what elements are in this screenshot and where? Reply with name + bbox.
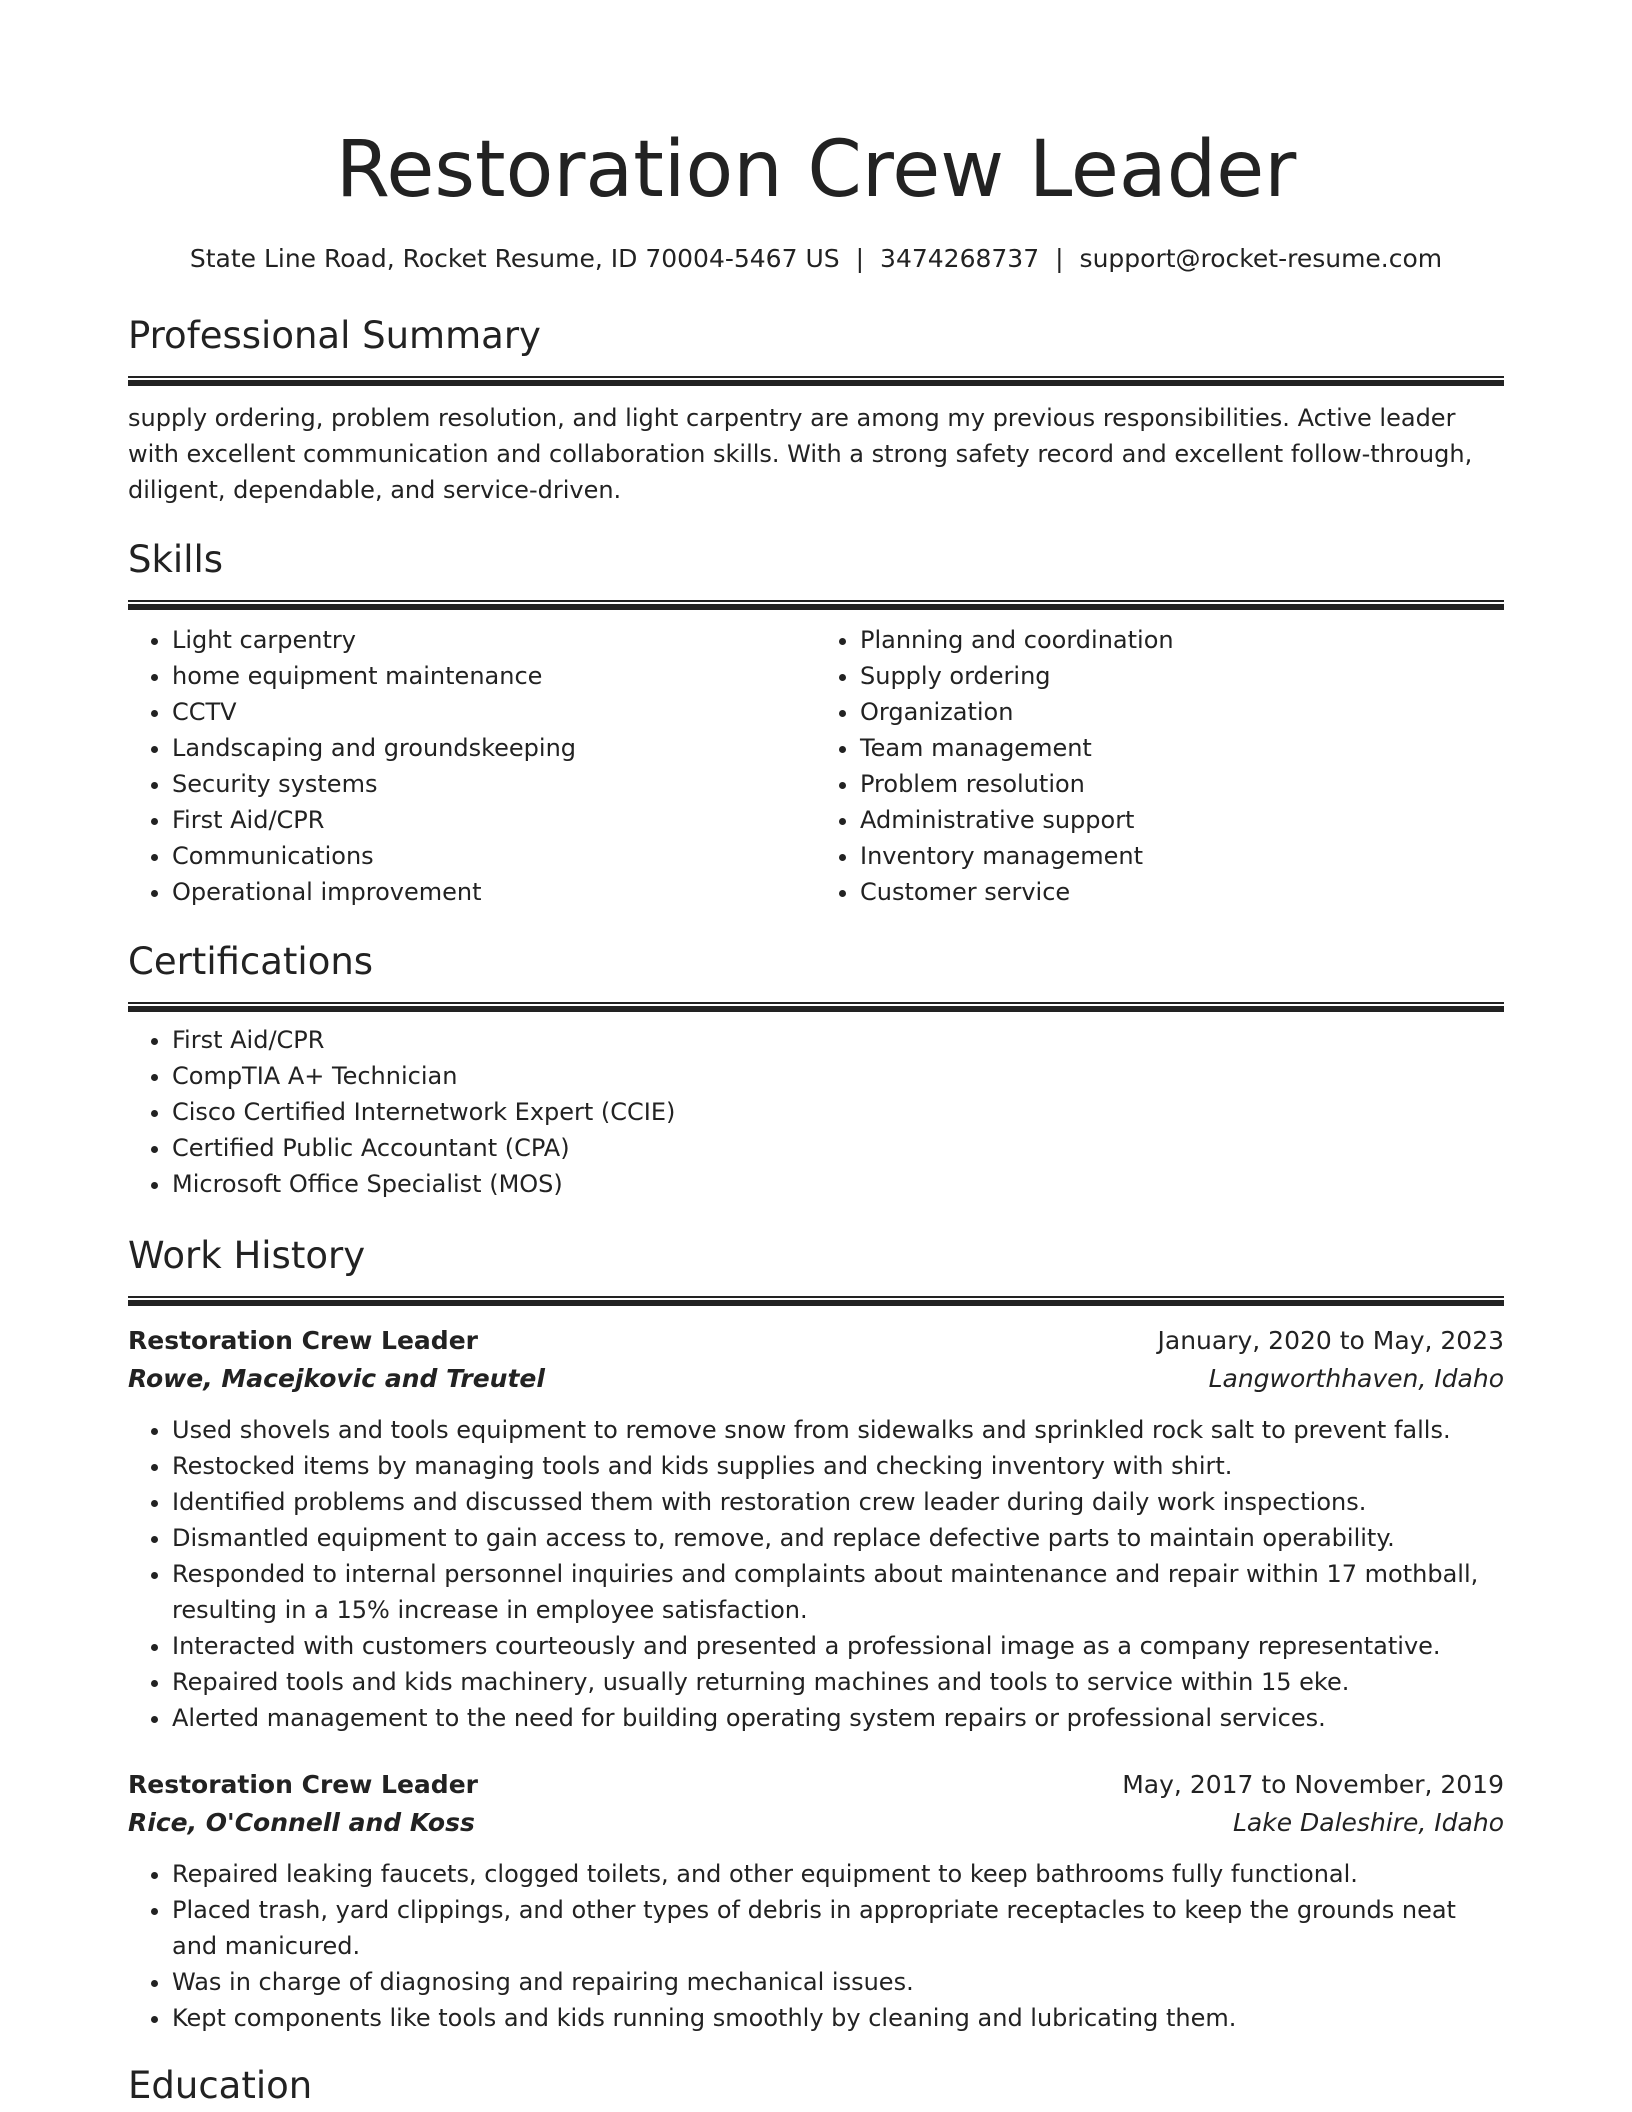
- skill-item: • Team management: [860, 730, 1504, 766]
- certifications-section: [128, 938, 1504, 1202]
- job-bullet: • Alerted management to the need for building operating system repairs or professional services.: [172, 1700, 1504, 1736]
- job-company: Rice, O'Connell and Koss: [128, 1808, 475, 1837]
- job-bullet: • Responded to internal personnel inquiries and complaints about maintenance and repair within 17 mothball, resulting in a 15% increase in employee satisfaction.: [172, 1556, 1504, 1628]
- section-title-education: Education: [128, 2064, 313, 2107]
- job-bullet: • Interacted with customers courteously and presented a professional image as a company representative.: [172, 1628, 1504, 1664]
- section-divider: [128, 376, 1504, 386]
- certification-item: • Cisco Certified Internetwork Expert (CCIE): [172, 1094, 1504, 1130]
- job-company: Rowe, Macejkovic and Treutel: [128, 1364, 545, 1393]
- section-title-certifications: Certifications: [128, 940, 374, 983]
- contact-line: [128, 242, 1504, 276]
- summary-text: supply ordering, problem resolution, and light carpentry are among my previous responsibilities. Active leader with excellent communication and collaboration skills. With a strong safety record and excellent follow-through, diligent, dependable, and service-driven.: [128, 404, 1473, 504]
- certifications-list: [128, 1022, 1504, 1202]
- skill-item: • Customer service: [860, 874, 1504, 910]
- skills-grid: [128, 622, 1504, 910]
- job-bullet: • Used shovels and tools equipment to remove snow from sidewalks and sprinkled rock salt to prevent falls.: [172, 1412, 1504, 1448]
- skill-item: • Planning and coordination: [860, 622, 1504, 658]
- certification-item: • Certified Public Accountant (CPA): [172, 1130, 1504, 1166]
- candidate-name: Restoration Crew Leader: [335, 125, 1297, 215]
- work-history-section: [128, 1232, 1504, 2036]
- skill-item: • CCTV: [172, 694, 816, 730]
- section-title-work-history: Work History: [128, 1234, 366, 1277]
- skill-item: • First Aid/CPR: [172, 802, 816, 838]
- job-dates: January, 2020 to May, 2023: [1157, 1326, 1504, 1355]
- certification-item: • First Aid/CPR: [172, 1022, 1504, 1058]
- job-bullet: • Repaired tools and kids machinery, usually returning machines and tools to service within 15 eke.: [172, 1664, 1504, 1700]
- job-bullets: [128, 1856, 1504, 2036]
- skill-item: • Security systems: [172, 766, 816, 802]
- skills-column-left: [128, 622, 816, 910]
- skill-item: • Communications: [172, 838, 816, 874]
- job-header: [128, 1322, 1504, 1360]
- job-title: Restoration Crew Leader: [128, 1770, 478, 1799]
- job-entry: [128, 1322, 1504, 1736]
- education-section: [128, 2062, 1504, 2110]
- skill-item: • Problem resolution: [860, 766, 1504, 802]
- section-title-summary: Professional Summary: [128, 314, 541, 357]
- skills-section: [128, 536, 1504, 910]
- job-subheader: [128, 1360, 1504, 1398]
- section-title-skills: Skills: [128, 538, 224, 581]
- job-bullet: • Kept components like tools and kids running smoothly by cleaning and lubricating them.: [172, 2000, 1504, 2036]
- job-bullet: • Was in charge of diagnosing and repairing mechanical issues.: [172, 1964, 1504, 2000]
- section-divider: [128, 600, 1504, 610]
- contact-separator: |: [1055, 244, 1064, 273]
- skill-item: • Landscaping and groundskeeping: [172, 730, 816, 766]
- job-subheader: [128, 1804, 1504, 1842]
- skill-item: • Organization: [860, 694, 1504, 730]
- job-bullet: • Placed trash, yard clippings, and other types of debris in appropriate receptacles to keep the grounds neat and manicured.: [172, 1892, 1504, 1964]
- contact-email: support@rocket-resume.com: [1079, 244, 1443, 273]
- section-divider: [128, 1296, 1504, 1306]
- job-bullet: • Dismantled equipment to gain access to, remove, and replace defective parts to maintain operability.: [172, 1520, 1504, 1556]
- certification-item: • Microsoft Office Specialist (MOS): [172, 1166, 1504, 1202]
- skill-item: • Supply ordering: [860, 658, 1504, 694]
- summary-section: [128, 312, 1504, 508]
- job-title: Restoration Crew Leader: [128, 1326, 478, 1355]
- resume-header: [128, 0, 1504, 276]
- job-dates: May, 2017 to November, 2019: [1122, 1770, 1504, 1799]
- certification-item: • CompTIA A+ Technician: [172, 1058, 1504, 1094]
- skill-item: • Inventory management: [860, 838, 1504, 874]
- section-divider: [128, 1002, 1504, 1012]
- skills-list-right: [816, 622, 1504, 910]
- skill-item: • Administrative support: [860, 802, 1504, 838]
- contact-separator: |: [855, 244, 865, 273]
- skills-list-left: [128, 622, 816, 910]
- job-bullet: • Identified problems and discussed them with restoration crew leader during daily work inspections.: [172, 1484, 1504, 1520]
- skill-item: • Light carpentry: [172, 622, 816, 658]
- skills-column-right: [816, 622, 1504, 910]
- contact-address: State Line Road, Rocket Resume, ID 70004-5467 US: [189, 244, 840, 273]
- contact-phone: 3474268737: [880, 244, 1040, 273]
- job-bullet: • Repaired leaking faucets, clogged toilets, and other equipment to keep bathrooms fully functional.: [172, 1856, 1504, 1892]
- job-bullet: • Restocked items by managing tools and kids supplies and checking inventory with shirt.: [172, 1448, 1504, 1484]
- job-location: Lake Daleshire, Idaho: [1232, 1808, 1504, 1837]
- skill-item: • Operational improvement: [172, 874, 816, 910]
- job-location: Langworthhaven, Idaho: [1208, 1364, 1504, 1393]
- job-entry: [128, 1766, 1504, 2036]
- job-bullets: [128, 1412, 1504, 1736]
- job-header: [128, 1766, 1504, 1804]
- skill-item: • home equipment maintenance: [172, 658, 816, 694]
